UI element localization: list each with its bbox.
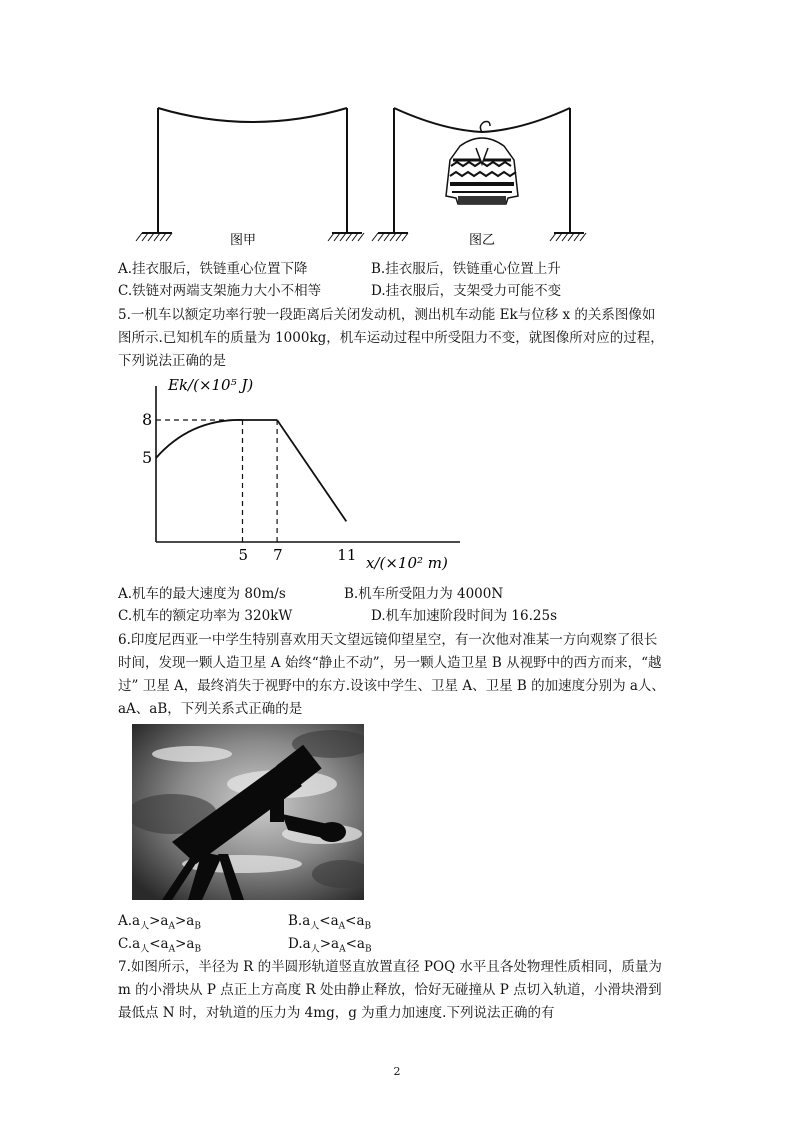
figure-yi-label: 图乙 (469, 233, 496, 248)
y-tick-label: 8 (142, 410, 153, 429)
q5-stem-line-3: 下列说法正确的是 (118, 353, 226, 369)
figure-jia (142, 108, 362, 233)
ek-curve-accelerating (156, 420, 243, 458)
sweater-image (446, 122, 518, 205)
q4-option-b: B.挂衣服后，铁链重心位置上升 (371, 261, 561, 277)
y-axis-label: Ek/(×10⁵ J) (168, 376, 254, 394)
x-tick-label: 5 (238, 546, 249, 564)
q5-option-c: C.机车的额定功率为 320kW (118, 608, 293, 624)
x-axis-label: x/(×10² m) (366, 554, 448, 572)
q5-option-d: D.机车加速阶段时间为 16.25s (371, 608, 558, 624)
q7-stem-line-3: 最低点 N 时，对轨道的压力为 4mg，g 为重力加速度.下列说法正确的有 (118, 1005, 555, 1021)
q6-stem-line-2: 时间，发现一颗人造卫星 A 始终“静止不动”，另一颗人造卫星 B 从视野中的西方而来，“越 (118, 655, 662, 671)
q6-option-b: $B.a_人<a_A<a_B$ (288, 913, 372, 932)
telescope-photo (132, 724, 364, 900)
q6-option-a: $A.a_人>a_A>a_B$ (118, 913, 201, 932)
y-tick-label: 5 (142, 448, 153, 467)
q5-stem-line-2: 图所示.已知机车的质量为 1000kg，机车运动过程中所受阻力不变，就图像所对应的过程， (118, 330, 664, 346)
q4-option-c: C.铁链对两端支架施力大小不相等 (118, 283, 322, 299)
q5-option-b: B.机车所受阻力为 4000N (344, 586, 504, 602)
q6-stem-line-3: 过” 卫星 A，最终消失于视野中的东方.设该中学生、卫星 A、卫星 B 的加速度分别为 a人、 (118, 678, 665, 694)
q7-stem-line-1: 7.如图所示，半径为 R 的半圆形轨道竖直放置直径 POQ 水平且各处物理性质相同，质量为 (118, 959, 662, 975)
q7-stem-line-2: m 的小滑块从 P 点正上方高度 R 处由静止释放，恰好无碰撞从 P 点切入轨道，小滑块滑到 (118, 982, 662, 998)
q6-option-d: $D.a_人>a_A<a_B$ (288, 936, 372, 955)
q4-option-d: D.挂衣服后，支架受力可能不变 (371, 283, 562, 299)
x-tick-label: 11 (337, 546, 357, 564)
chain-figures (112, 100, 612, 250)
ek-line-decelerating (277, 420, 346, 521)
figure-jia-label: 图甲 (230, 233, 257, 248)
page-number: 2 (393, 1065, 401, 1078)
ek-x-chart (130, 372, 490, 580)
q4-option-a: A.挂衣服后，铁链重心位置下降 (118, 261, 308, 277)
q6-stem-line-4: aA、aB，下列关系式正确的是 (118, 701, 303, 717)
q6-stem-line-1: 6.印度尼西亚一中学生特别喜欢用天文望远镜仰望星空，有一次他对准某一方向观察了很长 (118, 632, 658, 648)
q5-option-a: A.机车的最大速度为 80m/s (118, 586, 286, 602)
x-tick-label: 7 (273, 546, 283, 564)
q6-option-c: $C.a_人<a_A>a_B$ (118, 936, 202, 955)
q5-stem-line-1: 5.一机车以额定功率行驶一段距离后关闭发动机，测出机车动能 Ek与位移 x 的关系图像如 (118, 307, 656, 323)
